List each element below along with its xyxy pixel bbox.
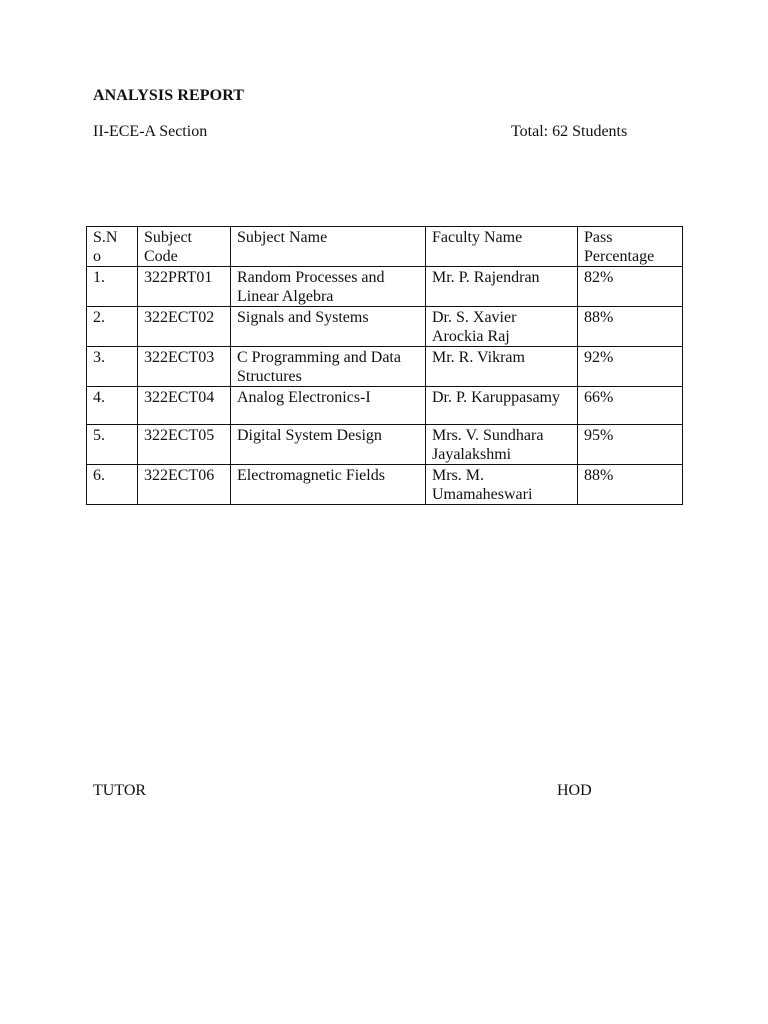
cell-pass-percentage: 88% (578, 307, 683, 347)
cell-subject-name: Electromagnetic Fields (231, 465, 426, 505)
table-row (87, 267, 683, 307)
cell-subject-name: Digital System Design (231, 425, 426, 465)
table-header-row (87, 227, 683, 267)
cell-subject-code: 322ECT02 (138, 307, 231, 347)
cell-sno: 2. (87, 307, 138, 347)
cell-subject-name: C Programming and Data Structures (231, 347, 426, 387)
cell-subject-name: Random Processes and Linear Algebra (231, 267, 426, 307)
analysis-table (86, 226, 683, 505)
cell-faculty-name: Mrs. M. Umamaheswari (426, 465, 578, 505)
cell-faculty-name: Mr. P. Rajendran (426, 267, 578, 307)
cell-subject-code: 322ECT05 (138, 425, 231, 465)
cell-subject-code: 322PRT01 (138, 267, 231, 307)
total-students: Total: 62 Students (511, 123, 628, 140)
cell-faculty-name: Mr. R. Vikram (426, 347, 578, 387)
hod-signature-label: HOD (557, 782, 592, 799)
cell-pass-percentage: 66% (578, 387, 683, 425)
cell-subject-name: Analog Electronics-I (231, 387, 426, 425)
cell-pass-percentage: 95% (578, 425, 683, 465)
cell-subject-code: 322ECT06 (138, 465, 231, 505)
table-row (87, 465, 683, 505)
cell-sno: 4. (87, 387, 138, 425)
table-row (87, 307, 683, 347)
cell-sno: 5. (87, 425, 138, 465)
cell-sno: 6. (87, 465, 138, 505)
cell-subject-code: 322ECT03 (138, 347, 231, 387)
section-label: II-ECE-A Section (93, 123, 208, 140)
header-subject-name: Subject Name (231, 227, 426, 267)
table-row (87, 387, 683, 425)
cell-sno: 1. (87, 267, 138, 307)
header-faculty-name: Faculty Name (426, 227, 578, 267)
header-subject-code: Subject Code (138, 227, 231, 267)
cell-faculty-name: Mrs. V. Sundhara Jayalakshmi (426, 425, 578, 465)
header-sno: S.N o (87, 227, 138, 267)
header-pass-percentage: Pass Percentage (578, 227, 683, 267)
cell-sno: 3. (87, 347, 138, 387)
cell-faculty-name: Dr. P. Karuppasamy (426, 387, 578, 425)
cell-subject-name: Signals and Systems (231, 307, 426, 347)
table-row (87, 347, 683, 387)
cell-pass-percentage: 88% (578, 465, 683, 505)
cell-pass-percentage: 82% (578, 267, 683, 307)
table-row (87, 425, 683, 465)
cell-subject-code: 322ECT04 (138, 387, 231, 425)
cell-faculty-name: Dr. S. Xavier Arockia Raj (426, 307, 578, 347)
cell-pass-percentage: 92% (578, 347, 683, 387)
tutor-signature-label: TUTOR (93, 782, 147, 799)
report-title: ANALYSIS REPORT (93, 87, 245, 104)
